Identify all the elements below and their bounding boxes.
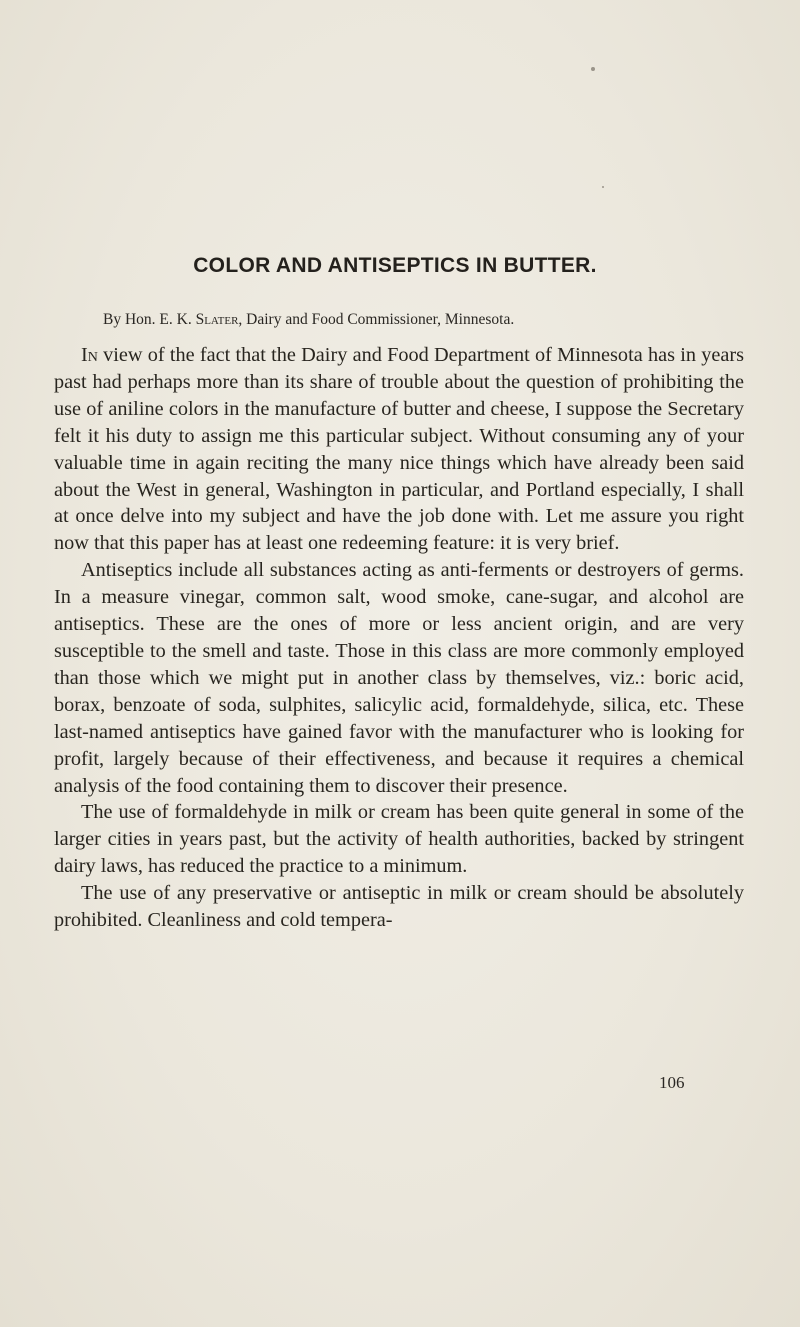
byline-author: Slater, (195, 311, 243, 328)
paragraph-lead-word: In (81, 344, 98, 366)
byline (103, 311, 514, 329)
paragraph-3: The use of formaldehyde in milk or cream has been quite general in some of the larger cities in years past, but the activity of health authorities, backed by stringent dairy laws, has reduced the practice to a minimum. (54, 801, 744, 878)
article-body (54, 342, 744, 934)
paragraph-4: The use of any preservative or antiseptic in milk or cream should be absolutely prohibited. Cleanliness and cold tempera- (54, 882, 744, 932)
paper-speck-mark (591, 67, 595, 71)
page-number: 106 (659, 1073, 685, 1092)
paragraph-text: view of the fact that the Dairy and Food Department of Minnesota has in years past had perhaps more than its share of trouble about the question of prohibiting the use of aniline colors in the manufacture of butter and cheese, I suppose the Secretary felt it his duty to assign me this particular subject. Without consuming any of your valuable time in again reciting the many nice things which have already been said about the West in general, Washington in particular, and Portland especially, I shall at once delve into my subject and have the job done with. Let me assure you right now that this paper has at least one redeeming feature: it is very brief. (54, 344, 744, 555)
article-title: COLOR AND ANTISEPTICS IN BUTTER. (193, 254, 597, 277)
paragraph-1 (54, 342, 744, 557)
byline-position: Dairy and Food Commissioner, Minnesota. (246, 311, 515, 328)
paragraph-2: Antiseptics include all substances acting as anti-ferments or destroyers of germs. In a measure vinegar, common salt, wood smoke, cane-sugar, and alcohol are antiseptics. These are the ones of more or less ancient origin, and are very susceptible to the smell and taste. Those in this class are more commonly employed than those which we might put in another class by themselves, viz.: boric acid, borax, benzoate of soda, sulphites, salicylic acid, formaldehyde, silica, etc. These last-named antiseptics have gained favor with the manufacturer who is looking for profit, largely because of their effectiveness, and because it requires a chemical analysis of the food containing them to discover their presence. (54, 559, 744, 797)
byline-prefix: By Hon. E. K. (103, 311, 192, 328)
paper-speck-mark (602, 186, 604, 188)
